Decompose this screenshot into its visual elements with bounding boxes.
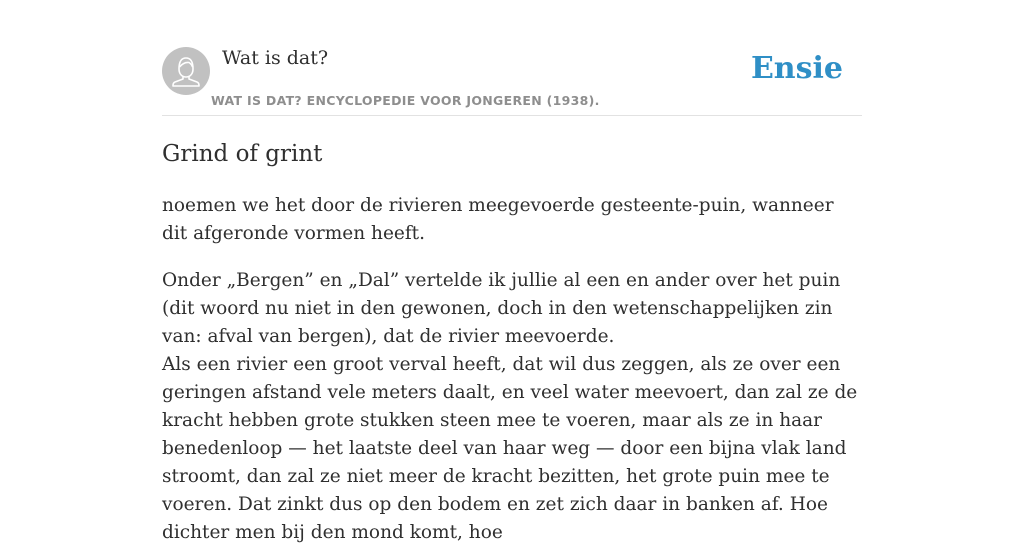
article: [162, 138, 862, 547]
user-avatar-icon[interactable]: [162, 47, 210, 95]
article-paragraph: noemen we het door de rivieren meegevoerde gesteente-puin, wanneer dit afgeronde vormen heeft.: [162, 195, 834, 244]
source-title[interactable]: Wat is dat?: [222, 47, 329, 69]
ensie-logo[interactable]: Ensie: [750, 51, 843, 86]
article-title: Grind of grint: [162, 141, 323, 167]
article-paragraph: Onder „Bergen” en „Dal” vertelde ik jullie al een en ander over het puin (dit woord nu niet in den gewonen, doch in den wetenschappelijken zin van: afval van bergen), dat de rivier meevoerde.: [162, 270, 841, 347]
source-header: [162, 46, 862, 116]
source-subtitle[interactable]: WAT IS DAT? ENCYCLOPEDIE VOOR JONGEREN (1938).: [211, 93, 600, 108]
article-paragraph: Als een rivier een groot verval heeft, dat wil dus zeggen, als ze over een geringen afstand vele meters daalt, en veel water meevoert, dan zal ze de kracht hebben grote stukken steen mee te voeren, maar als ze in haar benedenloop — het laatste deel van haar weg — door een bijna vlak land stroomt, dan zal ze niet meer de kracht bezitten, het grote puin mee te voeren. Dat zinkt dus op den bodem en zet zich daar in banken af. Hoe dichter men bij den mond komt, hoe: [162, 354, 858, 543]
